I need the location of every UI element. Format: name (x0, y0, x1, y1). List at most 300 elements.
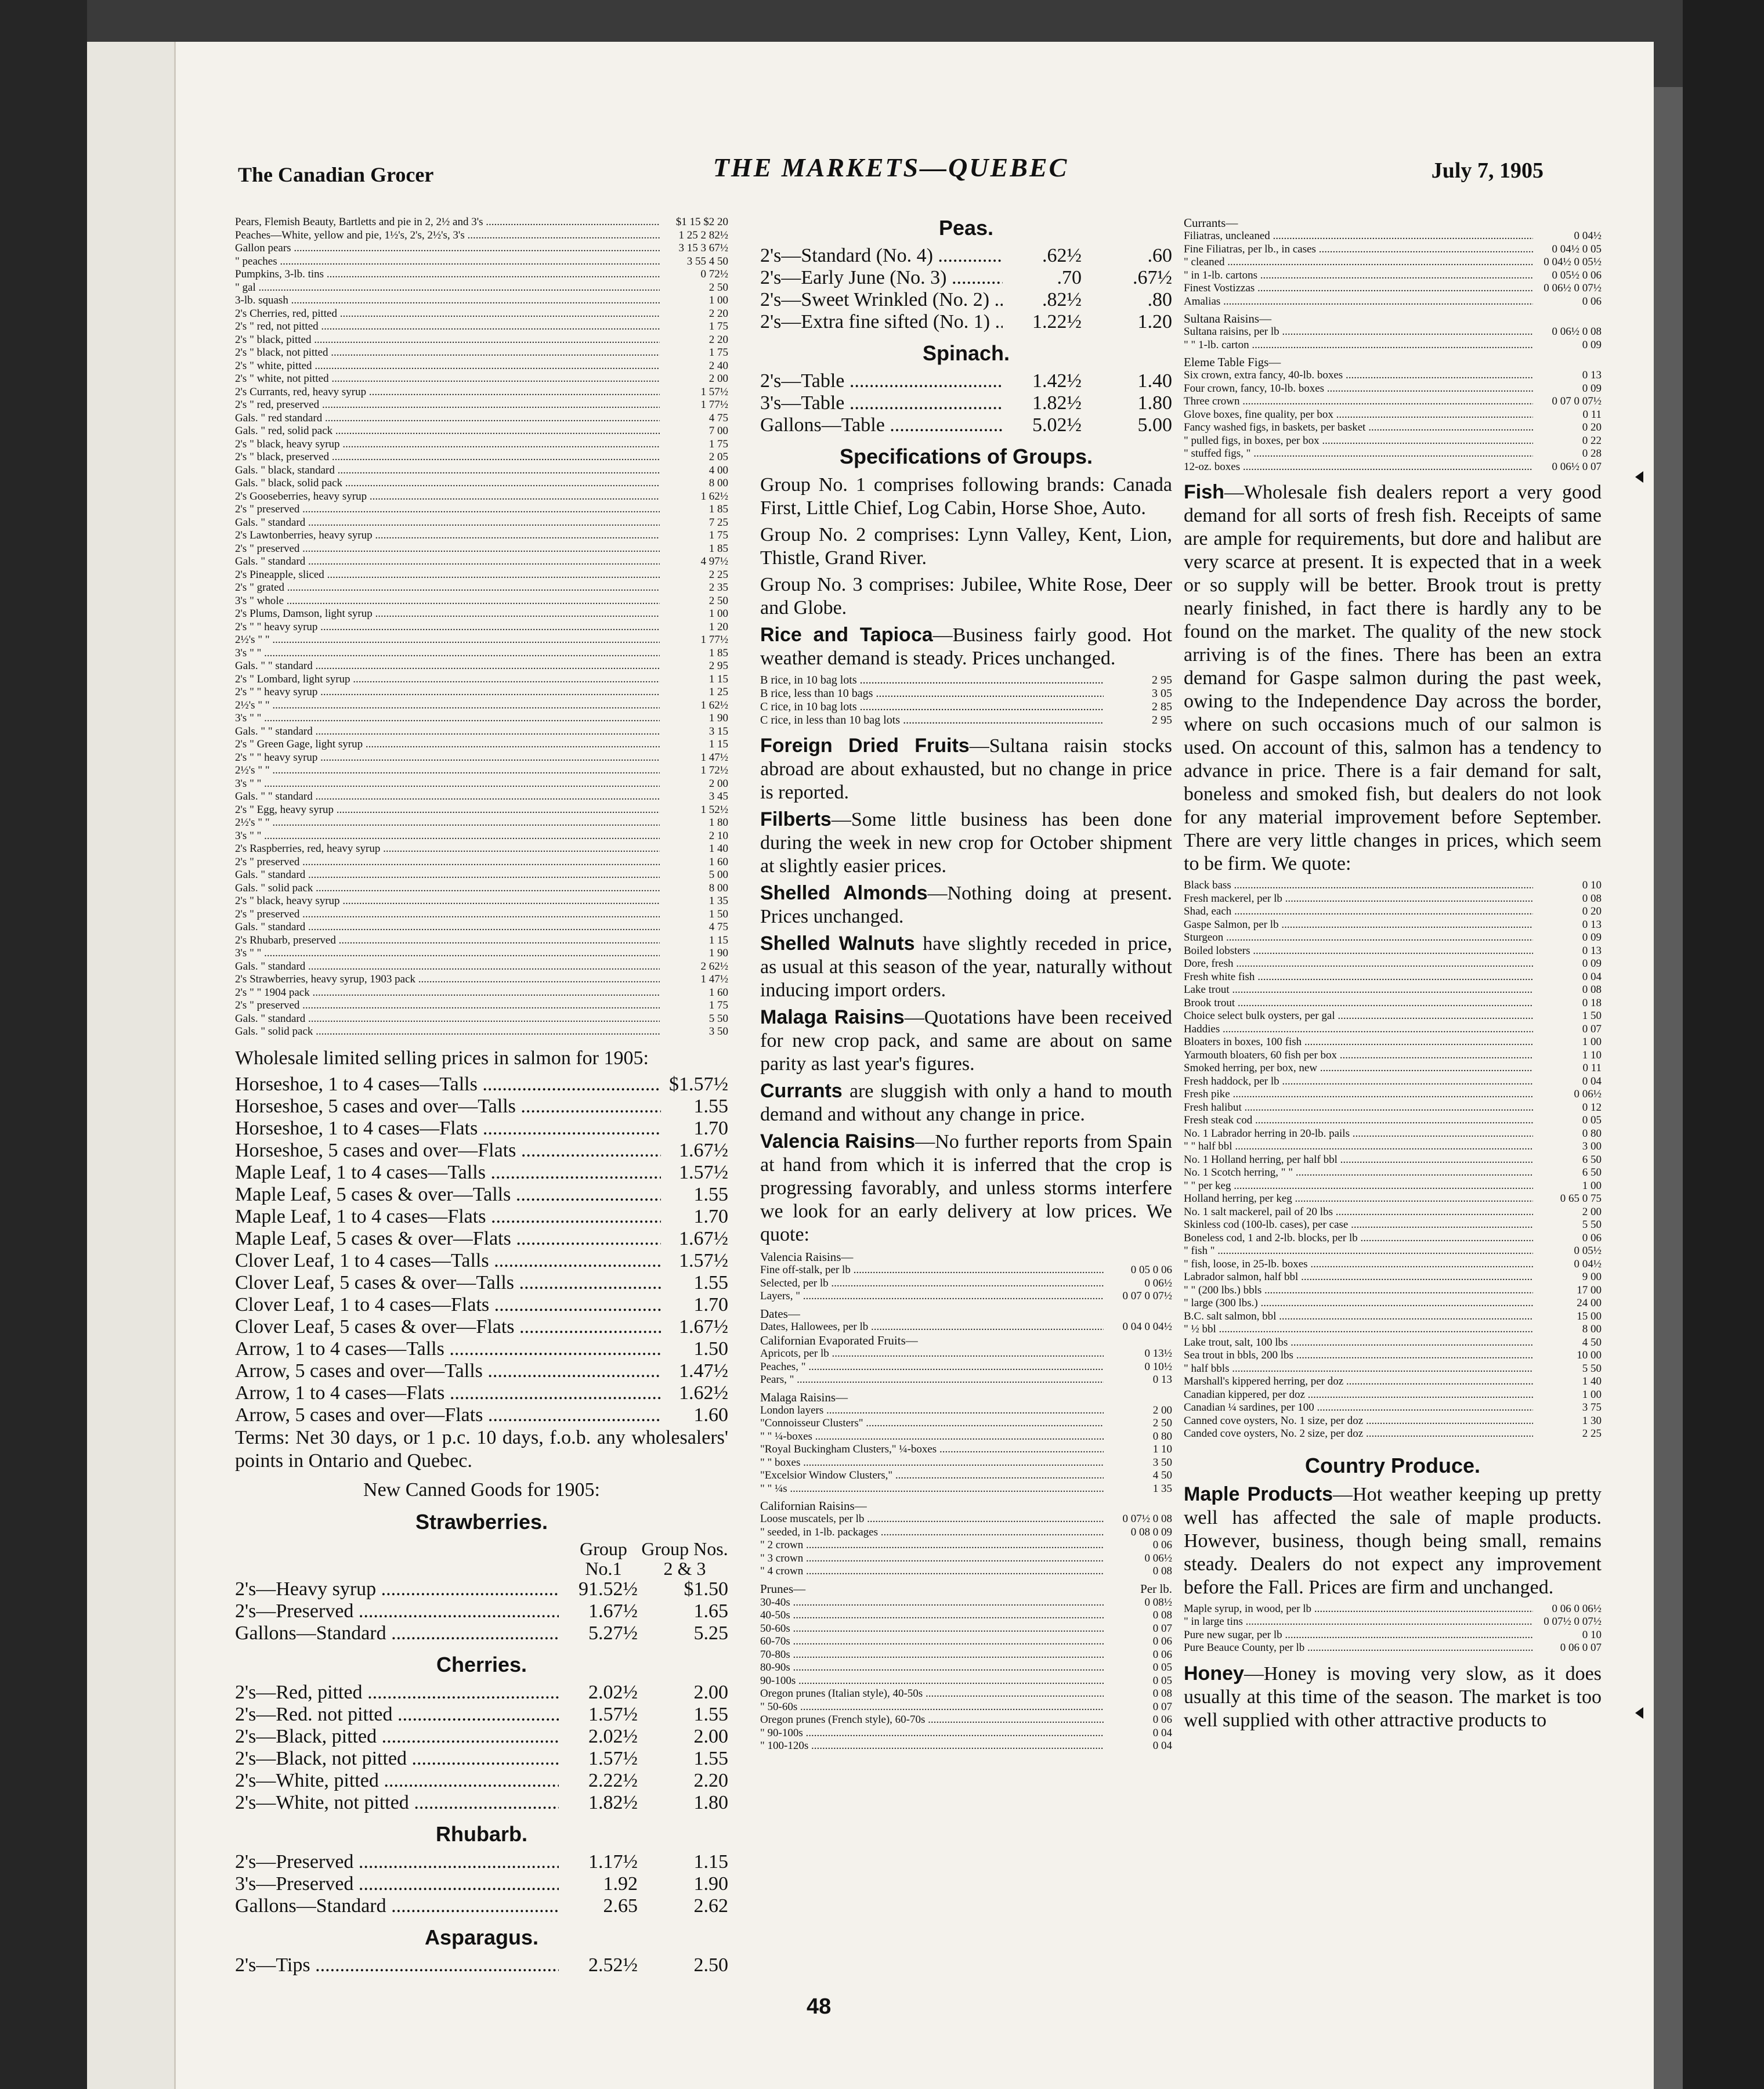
item-price: 0 04½ (1574, 1257, 1602, 1270)
item-price: 2 50 (709, 281, 728, 294)
item-price: 2 00 (709, 373, 728, 385)
item-price: 1.55 (693, 1271, 728, 1293)
list-item (1184, 1271, 1602, 1284)
item-price: 2 62½ (700, 960, 728, 973)
strawberries-heading: Strawberries. (415, 1509, 548, 1534)
list-item (235, 360, 728, 373)
item-price: 1 15 (709, 738, 728, 750)
item-name: Oregon prunes (Italian style), 40-50s ..... (760, 1687, 1104, 1701)
list-item (235, 1895, 728, 1917)
item-name: Gals. " standard ..... (235, 921, 660, 934)
group-1-price: 1.57½ (588, 1703, 638, 1725)
item-name: 50-60s ..... (760, 1622, 1104, 1636)
item-name: 2's " preserved ..... (235, 908, 660, 921)
item-price: 0 07 (1152, 1700, 1172, 1713)
item-price: 0 11 (1582, 408, 1602, 421)
item-price: 0 13 (1582, 918, 1602, 931)
list-item (235, 1404, 728, 1426)
item-price: 3 45 (709, 790, 728, 803)
item-price: 0 08 0 09 (1130, 1526, 1172, 1538)
item-name: Lake trout ..... (1184, 984, 1533, 997)
fish-text: —Wholesale fish dealers report a very good demand for all sorts of fresh fish. Receipts of same are ample for requirements, but dore and halibut are very scarce at present. It is expected that in a week or so supply will be better. Brook trout is pretty nearly finished, in fact there is hardly any to be found on the market. The quality of the new stock arriving is of the fines. There has been an extra demand for Gaspe salmon during the past week, owing to the Independence Day across the border, where on such occasions much of our salmon is used. On account of this, salmon has a tendency to advance in price. There is a fair demand for salt, boneless and smoked fish, but dealers do not look for any material improvement before September. There are very little changes in prices, which seem to be firm. We quote: (1184, 482, 1602, 874)
item-name: " 4 crown ..... (760, 1565, 1104, 1578)
list-item (235, 804, 728, 817)
list-item (1184, 1219, 1602, 1232)
list-item (760, 289, 1172, 311)
item-price: 7 25 (709, 516, 728, 529)
item-price: 8 00 (709, 881, 728, 894)
list-item (760, 1714, 1172, 1727)
item-name: 2's " " heavy syrup ..... (235, 621, 660, 634)
item-name: 2's Rhubarb, preserved ..... (235, 934, 660, 948)
item-name: " in 1-lb. cartons ..... (1184, 269, 1533, 283)
list-item (235, 686, 728, 699)
item-price: 9 00 (1582, 1271, 1602, 1283)
list-item (235, 908, 728, 921)
item-name: 80-90s ..... (760, 1661, 1104, 1675)
group-1-price: 1.82½ (1032, 392, 1082, 414)
item-name: Gals. " standard ..... (235, 960, 660, 974)
item-name: C rice, in 10 bag lots ..... (760, 700, 1104, 714)
item-name: 2's Gooseberries, heavy syrup ..... (235, 490, 660, 504)
item-name: 2's—White, pitted ..... (235, 1770, 559, 1792)
item-name: 2's Plums, Damson, light syrup ..... (235, 608, 660, 621)
item-price: 0 11 (1582, 1062, 1602, 1074)
newspaper-page (87, 42, 1654, 2089)
list-item (1184, 1062, 1602, 1075)
item-name: 30-40s ..... (760, 1596, 1104, 1610)
item-name: Black bass ..... (1184, 879, 1533, 892)
list-item (1184, 382, 1602, 396)
list-item (1184, 282, 1602, 295)
item-name: 2's " red, not pitted ..... (235, 320, 660, 334)
list-item (760, 1374, 1172, 1387)
group-2-3-price: 2.62 (693, 1895, 728, 1917)
item-price: 1.70 (693, 1293, 728, 1315)
item-price: 1.62½ (679, 1382, 728, 1404)
item-price: 10 00 (1577, 1349, 1602, 1361)
malaga-text: —Quotations have been received for new crop pack, and same are about on same parity as last year's figures. (760, 1007, 1172, 1075)
item-price: 1 62½ (700, 699, 728, 711)
item-price: 2 20 (709, 333, 728, 346)
item-name: 2's—Table ..... (760, 370, 1003, 392)
item-name: Gals. " " standard ..... (235, 790, 660, 804)
item-name: " ½ bbl ..... (1184, 1323, 1533, 1336)
item-name: 2's " black, heavy syrup ..... (235, 895, 660, 908)
list-item (760, 1417, 1172, 1430)
item-price: 0 04½ 0 05 (1552, 243, 1602, 255)
fish-title: Fish (1184, 481, 1224, 503)
item-price: 0 08 (1152, 1565, 1172, 1577)
item-price: 0 04 (1582, 1075, 1602, 1087)
group-1-price: 1.57½ (588, 1747, 638, 1769)
list-item (1184, 1101, 1602, 1115)
item-name: Amalias ..... (1184, 295, 1533, 309)
list-item (235, 1013, 728, 1026)
item-name: 3-lb. squash ..... (235, 294, 660, 308)
list-item (1184, 1284, 1602, 1298)
list-item (235, 973, 728, 986)
item-price: 0 06 0 07 (1560, 1642, 1602, 1654)
list-item (235, 1294, 728, 1316)
list-item (235, 581, 728, 595)
item-name: Oregon prunes (French style), 60-70s ..... (760, 1714, 1104, 1727)
item-name: Gals. " standard ..... (235, 555, 660, 569)
item-name: Filiatras, uncleaned ..... (1184, 230, 1533, 243)
list-item (760, 370, 1172, 392)
valencia-text: —No further reports from Spain at hand from which it is inferred that the crop is progressing favorably, and unless storms interfere we look for an early delivery at low prices. We quote: (760, 1131, 1172, 1245)
item-price: 15 00 (1577, 1310, 1602, 1322)
list-item (1184, 1036, 1602, 1049)
canned-fruits-list (235, 216, 728, 1039)
item-price: 0 06½ (1574, 1088, 1602, 1100)
group-2-3-heading: Group Nos. 2 & 3 (641, 1538, 728, 1579)
item-name: Finest Vostizzas ..... (1184, 282, 1533, 295)
list-item (235, 1140, 728, 1162)
item-price: $1 15 $2 20 (675, 216, 728, 228)
item-name: Boneless cod, 1 and 2-lb. blocks, per lb ..... (1184, 1232, 1533, 1245)
item-name: Clover Leaf, 1 to 4 cases—Flats ..... (235, 1294, 661, 1316)
scan-left-edge (0, 0, 87, 2089)
group-1-price: 2.02½ (588, 1725, 638, 1747)
item-name: 2's—Tips ..... (235, 1954, 559, 1976)
item-price: 2 10 (709, 829, 728, 842)
item-name: Gaspe Salmon, per lb ..... (1184, 919, 1533, 932)
item-name: " 3 crown ..... (760, 1552, 1104, 1566)
item-name: 2's " black, preserved ..... (235, 451, 660, 464)
list-item (235, 1118, 728, 1140)
list-item (760, 1321, 1172, 1334)
item-price: 0 08 (1152, 1687, 1172, 1700)
foreign-fruits-text: —Sultana raisin stocks abroad are about exhausted, but no change in price is reported. (760, 735, 1172, 803)
rice-title: Rice and Tapioca (760, 624, 933, 646)
item-name: Canded cove oysters, No. 2 size, per doz ..... (1184, 1427, 1533, 1441)
binding-mark-icon (1635, 471, 1643, 483)
list-item (235, 216, 728, 229)
item-price: 0 07 (1582, 1022, 1602, 1035)
item-name: 2's " preserved ..... (235, 856, 660, 869)
item-price: 1.67½ (679, 1139, 728, 1161)
list-item (1184, 1023, 1602, 1036)
item-price: 1.55 (693, 1183, 728, 1205)
sultana-subhead: Sultana Raisins— (1184, 312, 1272, 326)
spinach-list (760, 370, 1172, 436)
dates-subhead: Dates— (760, 1306, 800, 1321)
list-item (235, 634, 728, 647)
group-2-3-price: 1.80 (1137, 392, 1172, 414)
item-price: 1 60 (709, 986, 728, 999)
list-item (760, 1661, 1172, 1675)
item-name: Selected, per lb ..... (760, 1277, 1104, 1291)
item-price: 3 00 (1582, 1140, 1602, 1152)
currants-subhead: Currants— (1184, 216, 1238, 230)
item-name: "Royal Buckingham Clusters," ¼-boxes ..... (760, 1443, 1104, 1456)
list-item (760, 1443, 1172, 1456)
item-name: Pure new sugar, per lb ..... (1184, 1629, 1533, 1642)
item-price: 2 05 (709, 451, 728, 463)
item-price: 2 40 (709, 359, 728, 372)
item-name: Maple Leaf, 1 to 4 cases—Talls ..... (235, 1162, 661, 1184)
item-price: 1.67½ (679, 1227, 728, 1249)
item-price: 0 28 (1582, 447, 1602, 460)
item-price: 1 90 (709, 712, 728, 724)
item-name: Six crown, extra fancy, 40-lb. boxes ..... (1184, 369, 1533, 382)
salmon-intro: Wholesale limited selling prices in salmon for 1905: (235, 1047, 649, 1069)
item-name: Pears, " ..... (760, 1374, 1104, 1387)
item-price: 1 10 (1582, 1049, 1602, 1061)
list-item (760, 700, 1172, 714)
sultana-price-list (1184, 326, 1602, 352)
item-name: Dore, fresh ..... (1184, 957, 1533, 971)
group-2-3-price: $1.50 (684, 1578, 728, 1600)
item-price: 1.50 (693, 1338, 728, 1360)
group-2-3-price: .67½ (1133, 267, 1172, 288)
item-name: 2's " red, preserved ..... (235, 399, 660, 412)
list-item (1184, 1336, 1602, 1350)
item-price: 1.55 (693, 1095, 728, 1117)
list-item (1184, 1114, 1602, 1127)
item-name: " large (300 lbs.) ..... (1184, 1297, 1533, 1310)
salmon-price-list (235, 1074, 728, 1426)
item-name: Maple Leaf, 1 to 4 cases—Flats ..... (235, 1206, 661, 1228)
binding-mark-icon (1635, 1707, 1643, 1719)
list-item (1184, 1349, 1602, 1362)
item-price: 0 06½ 0 08 (1552, 326, 1602, 338)
publication-name: The Canadian Grocer (238, 163, 434, 186)
item-price: 1.57½ (679, 1249, 728, 1271)
list-item (235, 334, 728, 347)
honey-title: Honey (1184, 1662, 1244, 1685)
foreign-fruits-paragraph (760, 734, 1172, 804)
item-name: Horseshoe, 5 cases and over—Talls ..... (235, 1096, 661, 1118)
item-name: Choice select bulk oysters, per gal ..... (1184, 1010, 1533, 1023)
item-price: 0 06½ (1144, 1552, 1172, 1564)
item-price: 1 30 (1582, 1414, 1602, 1427)
list-item (235, 738, 728, 751)
item-name: Brook trout ..... (1184, 997, 1533, 1010)
list-item (760, 1552, 1172, 1566)
walnuts-text: have slightly receded in price, as usual at this season of the year, naturally without inducing import orders. (760, 933, 1172, 1001)
item-price: 1 57½ (700, 385, 728, 398)
item-price: 6 50 (1582, 1166, 1602, 1179)
list-item (235, 1770, 728, 1792)
item-name: 2's " white, pitted ..... (235, 360, 660, 373)
item-name: No. 1 salt mackerel, pail of 20 lbs ..... (1184, 1206, 1533, 1219)
item-name: 2's " preserved ..... (235, 543, 660, 556)
item-name: " 90-100s ..... (760, 1727, 1104, 1740)
item-price: 1 50 (709, 908, 728, 920)
list-item (235, 856, 728, 869)
group-1-price: 1.22½ (1032, 311, 1082, 332)
list-item (235, 1360, 728, 1382)
list-item (760, 1565, 1172, 1578)
list-item (1184, 1615, 1602, 1629)
currants-text: are sluggish with only a hand to mouth demand and without any change in price. (760, 1080, 1172, 1125)
list-item (235, 621, 728, 634)
list-item (235, 1600, 728, 1622)
almonds-title: Shelled Almonds (760, 882, 928, 904)
item-price: 1 52½ (700, 803, 728, 816)
item-price: 1.67½ (679, 1315, 728, 1338)
item-name: Arrow, 1 to 4 cases—Talls ..... (235, 1338, 661, 1360)
prunes-subhead: Prunes— (760, 1581, 806, 1596)
list-item (1184, 1258, 1602, 1271)
item-name: London layers ..... (760, 1404, 1104, 1418)
group-1-price: .70 (1057, 267, 1082, 288)
dates-price-list (760, 1321, 1172, 1334)
figs-price-list (1184, 369, 1602, 474)
item-name: 60-70s ..... (760, 1635, 1104, 1649)
item-name: 2's Pineapple, sliced ..... (235, 569, 660, 582)
item-name: Gals. " solid pack ..... (235, 1025, 660, 1039)
item-name: Skinless cod (100-lb. cases), per case ..... (1184, 1219, 1533, 1232)
item-price: 0 20 (1582, 421, 1602, 433)
item-price: 1 47½ (700, 973, 728, 985)
item-price: 1 00 (1582, 1179, 1602, 1192)
group-1-price: 1.67½ (588, 1600, 638, 1622)
list-item (760, 1430, 1172, 1444)
item-name: No. 1 Scotch herring, " " ..... (1184, 1166, 1533, 1180)
group-2-spec: Group No. 2 comprises: Lynn Valley, Kent, Lion, Thistle, Grand River. (760, 524, 1172, 569)
item-price: 1 35 (709, 895, 728, 907)
group-1-price: 1.42½ (1032, 370, 1082, 392)
item-name: " " per keg ..... (1184, 1180, 1533, 1193)
section-title: THE MARKETS—QUEBEC (713, 153, 1069, 182)
list-item (1184, 1180, 1602, 1193)
item-name: Lake trout, salt, 100 lbs ..... (1184, 1336, 1533, 1350)
item-price: 0 10½ (1144, 1360, 1172, 1373)
item-price: 2 95 (1152, 674, 1172, 686)
item-name: Boiled lobsters ..... (1184, 945, 1533, 958)
group-1-price: 5.27½ (588, 1622, 638, 1644)
item-name: Fresh steak cod ..... (1184, 1114, 1533, 1127)
list-item (760, 1727, 1172, 1740)
malaga-title: Malaga Raisins (760, 1006, 905, 1028)
item-price: 1.60 (693, 1404, 728, 1426)
group-1-price: 2.52½ (588, 1954, 638, 1976)
list-item (760, 1277, 1172, 1291)
item-price: 3 15 (709, 725, 728, 738)
group-column-headings (235, 1539, 728, 1578)
column-1 (235, 216, 728, 1986)
salmon-terms: Terms: Net 30 days, or 1 p.c. 10 days, f.o.b. any wholesalers' points in Ontario and Quebec. (235, 1426, 728, 1472)
list-item (235, 268, 728, 281)
list-item (1184, 256, 1602, 269)
item-name: C rice, in less than 10 bag lots ..... (760, 714, 1104, 727)
item-price: 5 50 (1582, 1362, 1602, 1375)
list-item (235, 320, 728, 334)
item-name: Fresh white fish ..... (1184, 971, 1533, 984)
item-price: 0 72½ (700, 268, 728, 280)
item-name: " stuffed figs, " ..... (1184, 447, 1533, 461)
list-item (235, 1316, 728, 1338)
item-name: 3's " " ..... (235, 647, 660, 660)
list-item (1184, 1232, 1602, 1245)
valencia-price-list (760, 1264, 1172, 1303)
group-2-3-price: .80 (1147, 289, 1172, 310)
scan-right-edge (1683, 0, 1764, 2089)
item-price: 0 07½ 0 07½ (1544, 1615, 1602, 1628)
list-item (235, 1382, 728, 1404)
item-name: 3's " " ..... (235, 778, 660, 791)
item-price: 0 05 (1152, 1661, 1172, 1674)
item-name: Shad, each ..... (1184, 905, 1533, 919)
asparagus-heading: Asparagus. (424, 1925, 539, 1949)
item-name: 2's—Extra fine sifted (No. 1) ..... (760, 311, 1003, 333)
list-item (235, 1162, 728, 1184)
valencia-subhead: Valencia Raisins— (760, 1250, 854, 1264)
item-name: Gallons—Table ..... (760, 414, 1003, 436)
list-item (235, 294, 728, 308)
item-price: 0 06½ 0 07½ (1544, 282, 1602, 294)
item-price: 4 97½ (700, 555, 728, 568)
list-item (1184, 1310, 1602, 1324)
item-price: 4 50 (1582, 1336, 1602, 1349)
item-name: Canadian kippered, per doz ..... (1184, 1389, 1533, 1402)
list-item (1184, 269, 1602, 283)
item-name: " gal ..... (235, 281, 660, 295)
group-1-price: 1.82½ (588, 1791, 638, 1813)
item-name: Four crown, fancy, 10-lb. boxes ..... (1184, 382, 1533, 396)
item-price: 0 07 0 07½ (1552, 395, 1602, 407)
walnuts-paragraph (760, 932, 1172, 1002)
item-name: Marshall's kippered herring, per doz ..... (1184, 1375, 1533, 1389)
group-2-3-price: 1.80 (693, 1791, 728, 1813)
list-item (760, 714, 1172, 727)
group-2-3-price: 1.90 (693, 1873, 728, 1895)
item-price: 0 04½ (1574, 230, 1602, 242)
item-price: 1 75 (709, 999, 728, 1011)
item-name: " " ¼-boxes ..... (760, 1430, 1104, 1444)
item-name: 12-oz. boxes ..... (1184, 461, 1533, 474)
valencia-title: Valencia Raisins (760, 1130, 916, 1152)
item-name: Clover Leaf, 5 cases & over—Talls ..... (235, 1272, 661, 1294)
list-item (760, 1649, 1172, 1662)
honey-text: —Honey is moving very slow, as it does usually at this time of the season. The market is too well supplied with other attractive products to (1184, 1662, 1602, 1731)
group-2-3-price: 1.55 (693, 1703, 728, 1725)
item-name: 2's " preserved ..... (235, 999, 660, 1013)
page-number: 48 (807, 1994, 832, 2019)
item-price: 5 50 (1582, 1219, 1602, 1231)
item-price: 0 05 (1152, 1674, 1172, 1687)
list-item (235, 1338, 728, 1360)
honey-paragraph (1184, 1662, 1602, 1732)
group-1-price: 5.02½ (1032, 414, 1082, 436)
item-name: No. 1 Labrador herring in 20-lb. pails ..... (1184, 1127, 1533, 1141)
item-price: 0 06½ (1144, 1277, 1172, 1289)
item-name: " 100-120s ..... (760, 1740, 1104, 1753)
item-name: Arrow, 5 cases and over—Talls ..... (235, 1360, 661, 1382)
item-price: 0 06 (1152, 1648, 1172, 1661)
item-price: 0 08 (1582, 984, 1602, 996)
item-name: 2's—Red. not pitted ..... (235, 1704, 559, 1726)
item-name: " half bbls ..... (1184, 1362, 1533, 1376)
item-name: Maple Leaf, 5 cases & over—Talls ..... (235, 1184, 661, 1206)
item-price: 1 90 (709, 947, 728, 959)
item-name: Gals. " black, solid pack ..... (235, 477, 660, 490)
prunes-header-row (760, 1578, 1172, 1596)
item-price: 1 75 (709, 529, 728, 541)
item-name: 2's " white, not pitted ..... (235, 373, 660, 386)
list-item (235, 555, 728, 569)
list-item (1184, 447, 1602, 461)
item-name: Gals. " " standard ..... (235, 725, 660, 739)
group-2-3-price: 2.00 (693, 1681, 728, 1703)
item-price: 1 15 (709, 934, 728, 946)
item-name: 2½'s " " ..... (235, 764, 660, 778)
item-name: Horseshoe, 5 cases and over—Flats ..... (235, 1140, 661, 1162)
list-item (235, 1748, 728, 1770)
